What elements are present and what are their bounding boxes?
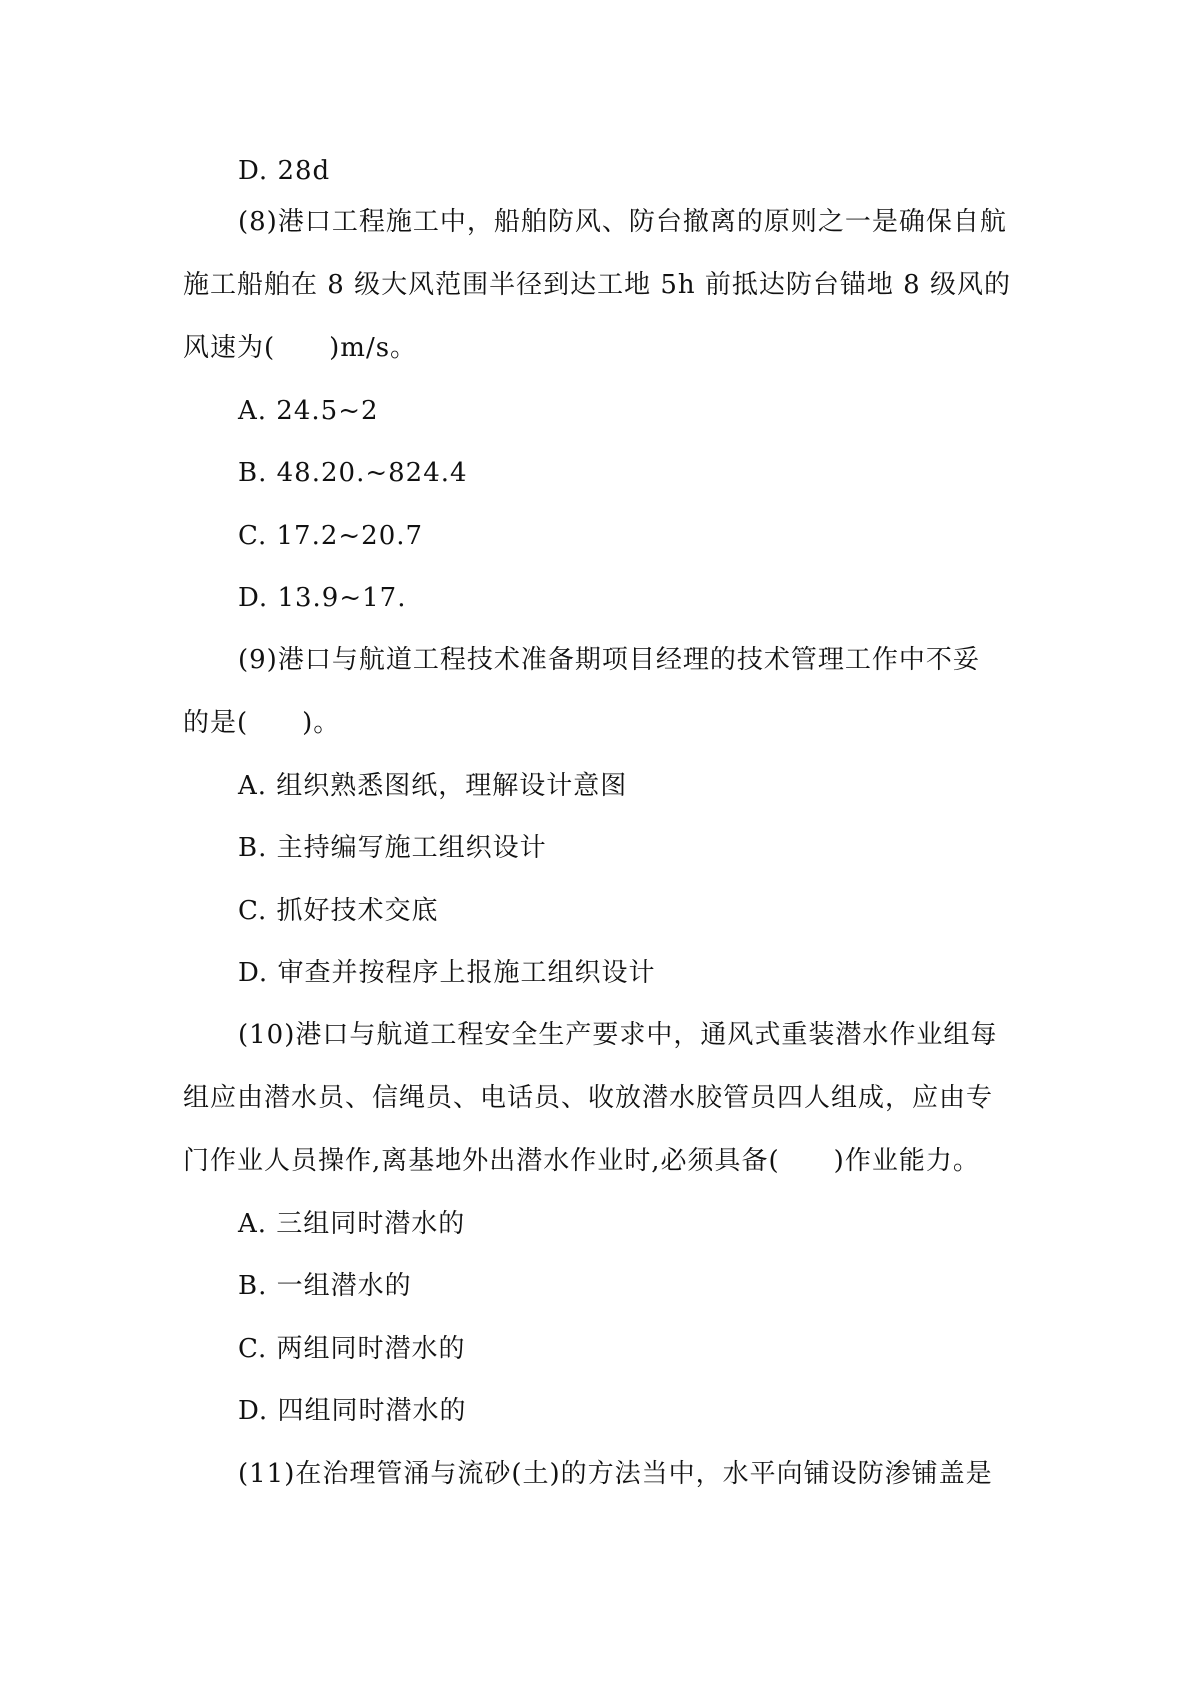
option-c-q9: C. 抓好技术交底	[238, 896, 439, 926]
option-b-q10: B. 一组潜水的	[238, 1271, 412, 1301]
question-10-line-2: 组应由潜水员、信绳员、电话员、收放潜水胶管员四人组成，应由专	[183, 1083, 994, 1113]
question-11-line-1: (11)在治理管涌与流砂(土)的方法当中，水平向铺设防渗铺盖是	[238, 1459, 993, 1489]
question-8-line-1: (8)港口工程施工中，船舶防风、防台撤离的原则之一是确保自航	[238, 207, 1007, 237]
option-d-q9: D. 审查并按程序上报施工组织设计	[238, 958, 656, 988]
option-a-q10: A. 三组同时潜水的	[238, 1209, 466, 1239]
option-c-q10: C. 两组同时潜水的	[238, 1334, 466, 1364]
option-a-q8: A. 24.5~2	[238, 396, 379, 426]
option-b-q8: B. 48.20.~824.4	[238, 458, 468, 488]
option-d-q8: D. 13.9~17.	[238, 583, 407, 613]
question-10-line-1: (10)港口与航道工程安全生产要求中，通风式重装潜水作业组每	[238, 1020, 998, 1050]
question-8-line-3: 风速为( )m/s。	[183, 333, 418, 363]
option-d-q10: D. 四组同时潜水的	[238, 1396, 467, 1426]
question-10-line-3: 门作业人员操作,离基地外出潜水作业时,必须具备( )作业能力。	[183, 1146, 980, 1176]
question-9-line-1: (9)港口与航道工程技术准备期项目经理的技术管理工作中不妥	[238, 645, 980, 675]
question-8-line-2: 施工船舶在 8 级大风范围半径到达工地 5h 前抵达防台锚地 8 级风的	[183, 270, 1011, 300]
option-c-q8: C. 17.2~20.7	[238, 521, 424, 551]
option-a-q9: A. 组织熟悉图纸，理解设计意图	[238, 771, 628, 801]
question-9-line-2: 的是( )。	[183, 708, 341, 738]
option-b-q9: B. 主持编写施工组织设计	[238, 833, 547, 863]
option-d-q7: D. 28d	[238, 156, 331, 186]
